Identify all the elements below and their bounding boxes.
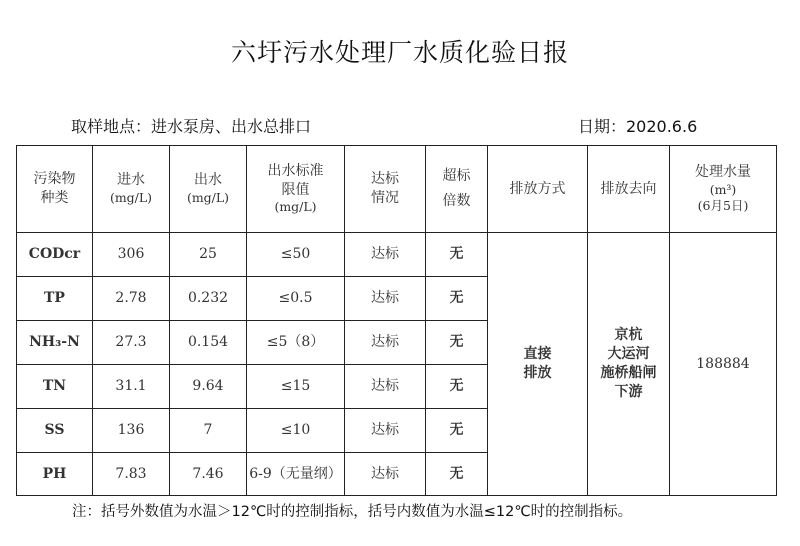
water-quality-table	[16, 145, 777, 496]
header-outlet-unit: (mg/L)	[186, 190, 230, 205]
standard-cell: 6-9（无量纲）	[247, 453, 345, 496]
status-cell: 达标	[345, 409, 426, 453]
report-title: 六圩污水处理厂水质化验日报	[230, 38, 569, 67]
exceed-cell: 无	[426, 409, 488, 453]
footnote: 注：括号外数值为水温＞12℃时的控制指标，括号内数值为水温≤12℃时的控制指标。	[72, 504, 633, 520]
header-volume-line1: 处理水量	[695, 163, 751, 180]
pollutant-cell: TN	[17, 365, 93, 409]
inlet-cell: 31.1	[93, 365, 170, 409]
exceed-cell: 无	[426, 453, 488, 496]
header-volume	[670, 146, 777, 233]
standard-cell: ≤5（8）	[247, 321, 345, 365]
header-pollutant	[17, 146, 93, 233]
header-outlet	[170, 146, 247, 233]
outlet-cell: 7.46	[170, 453, 247, 496]
inlet-cell: 136	[93, 409, 170, 453]
header-inlet	[93, 146, 170, 233]
inlet-cell: 27.3	[93, 321, 170, 365]
header-pollutant-line1: 污染物	[33, 171, 76, 188]
outlet-cell: 0.154	[170, 321, 247, 365]
pollutant-cell: SS	[17, 409, 93, 453]
discharge-dest-cell	[588, 233, 670, 496]
status-cell: 达标	[345, 321, 426, 365]
inlet-cell: 306	[93, 233, 170, 277]
discharge-method-line1: 直接	[523, 346, 552, 363]
standard-cell: ≤10	[247, 409, 345, 453]
header-standard-line2: 限值	[281, 181, 310, 198]
header-status-line1: 达标	[371, 171, 399, 188]
header-volume-date: (6月5日)	[697, 198, 749, 214]
header-volume-unit: (m³)	[709, 181, 737, 197]
outlet-cell: 25	[170, 233, 247, 277]
pollutant-cell: TP	[17, 277, 93, 321]
header-outlet-line1: 出水	[194, 172, 222, 189]
pollutant-cell: CODcr	[17, 233, 93, 277]
outlet-cell: 0.232	[170, 277, 247, 321]
standard-cell: ≤15	[247, 365, 345, 409]
header-exceed-line2: 倍数	[442, 193, 471, 209]
report-date: 日期：2020.6.6	[578, 117, 698, 136]
header-inlet-line1: 进水	[117, 172, 145, 189]
header-status-line2: 情况	[371, 190, 399, 206]
table-row	[17, 233, 777, 277]
discharge-method-cell	[488, 233, 588, 496]
inlet-cell: 2.78	[93, 277, 170, 321]
discharge-dest-line4: 下游	[614, 383, 643, 400]
discharge-dest-line1: 京杭	[614, 327, 643, 344]
standard-cell: ≤0.5	[247, 277, 345, 321]
status-cell: 达标	[345, 453, 426, 496]
header-inlet-unit: (mg/L)	[109, 190, 153, 205]
header-standard-line1: 出水标准	[267, 162, 324, 179]
exceed-cell: 无	[426, 233, 488, 277]
volume-value-cell: 188884	[670, 233, 777, 496]
header-row	[17, 146, 777, 233]
discharge-method-line2: 排放	[523, 365, 552, 381]
outlet-cell: 9.64	[170, 365, 247, 409]
inlet-cell: 7.83	[93, 453, 170, 496]
header-pollutant-line2: 种类	[40, 190, 69, 206]
outlet-cell: 7	[170, 409, 247, 453]
status-cell: 达标	[345, 277, 426, 321]
header-standard-unit: (mg/L)	[274, 199, 317, 215]
pollutant-cell: NH₃-N	[17, 321, 93, 365]
standard-cell: ≤50	[247, 233, 345, 277]
discharge-dest-line3: 施桥船闸	[600, 365, 657, 381]
pollutant-cell: PH	[17, 453, 93, 496]
exceed-cell: 无	[426, 277, 488, 321]
header-exceed	[426, 146, 488, 233]
header-standard	[247, 146, 345, 233]
discharge-dest-line2: 大运河	[607, 346, 650, 363]
exceed-cell: 无	[426, 321, 488, 365]
status-cell: 达标	[345, 233, 426, 277]
header-discharge-method: 排放方式	[488, 146, 588, 233]
exceed-cell: 无	[426, 365, 488, 409]
header-discharge-dest: 排放去向	[588, 146, 670, 233]
sampling-location: 取样地点：进水泵房、出水总排口	[71, 117, 312, 136]
header-exceed-line1: 超标	[442, 168, 471, 185]
header-status	[345, 146, 426, 233]
status-cell: 达标	[345, 365, 426, 409]
